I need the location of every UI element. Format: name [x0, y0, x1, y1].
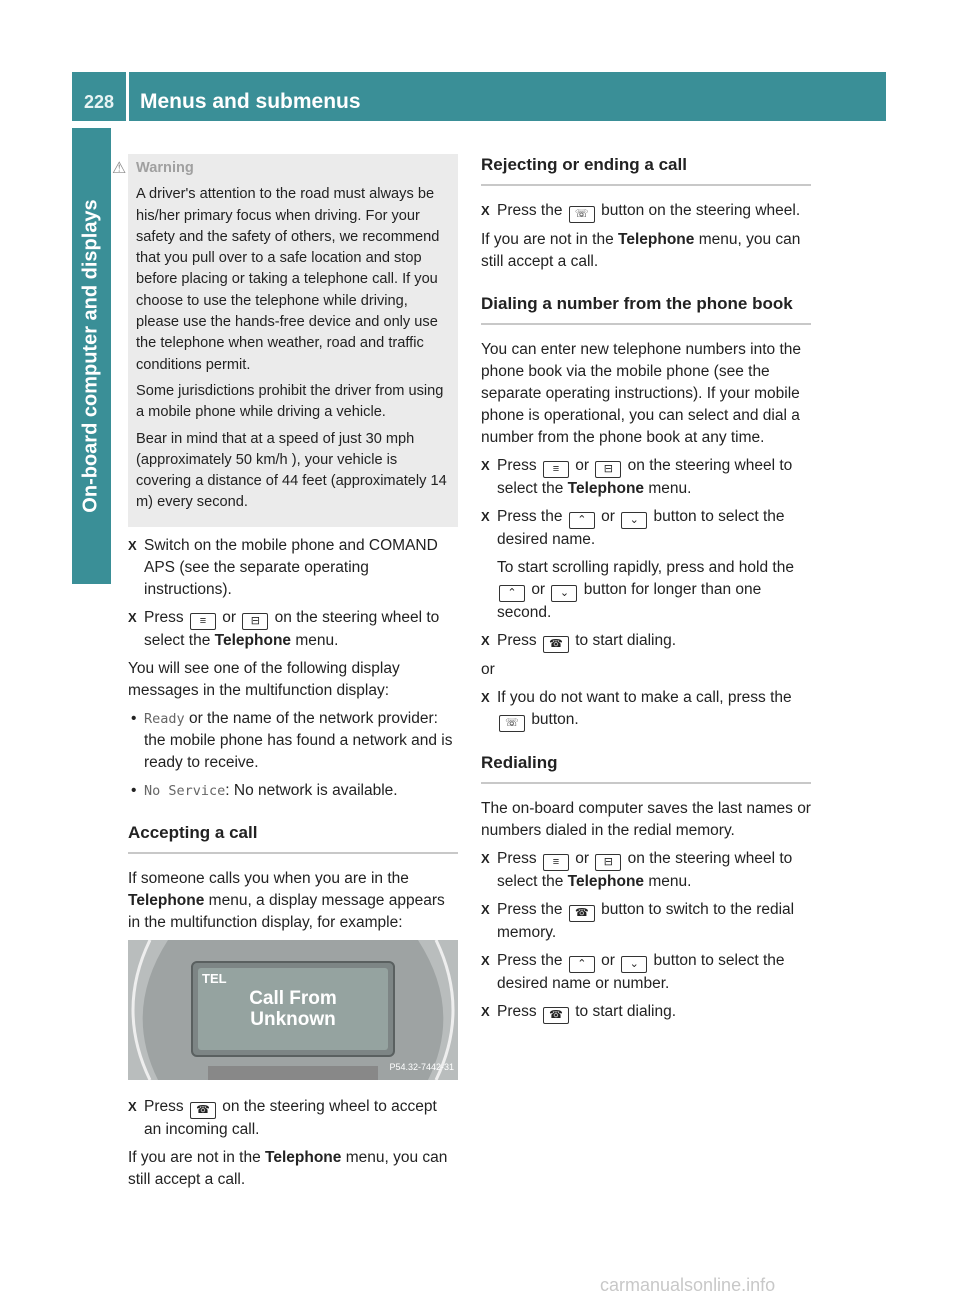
step: X Press ☎ to start dialing. — [481, 630, 811, 653]
warning-paragraph: Bear in mind that at a speed of just 30 mph (approximately 50 km/h ), your vehicle is covering a distance of 44 feet (approximately 14 m) every second. — [136, 430, 447, 511]
step: X Press ≡ or ⊟ on the steering wheel to select the Telephone menu. — [481, 850, 793, 890]
phone-end-icon: ☏ — [569, 206, 595, 223]
warning-box — [112, 154, 458, 527]
step: X Press the ☎ button to switch to the redial memory. — [481, 901, 795, 941]
section-heading: Accepting a call — [128, 822, 458, 854]
menu-forward-icon: ⊟ — [242, 613, 268, 630]
arrow-down-icon: ⌄ — [621, 956, 647, 973]
paragraph: If you are not in the Telephone menu, you can still accept a call. — [481, 231, 801, 270]
phone-accept-icon: ☎ — [543, 1007, 569, 1024]
step-marker-icon: X — [481, 203, 490, 218]
step-marker-icon: X — [481, 851, 490, 866]
menu-back-icon: ≡ — [543, 461, 569, 478]
step: X Press the ⌃ or ⌄ button to select the desired name. — [481, 508, 785, 548]
arrow-down-icon: ⌄ — [551, 585, 577, 602]
phone-accept-icon: ☎ — [190, 1102, 216, 1119]
page-number: 228 — [84, 92, 115, 112]
step-marker-icon: X — [481, 953, 490, 968]
step: X Press ≡ or ⊟ on the steering wheel to select the Telephone menu. — [128, 608, 440, 649]
header-divider — [126, 72, 129, 121]
menu-back-icon: ≡ — [190, 613, 216, 630]
step-marker-icon: X — [481, 458, 490, 473]
step: X Press ☎ on the steering wheel to accept an incoming call. — [128, 1097, 437, 1138]
page-title: Menus and submenus — [140, 90, 361, 113]
warning-icon: ⚠ — [112, 160, 127, 177]
step: X Press the ⌃ or ⌄ button to select the desired name or number. — [481, 952, 785, 992]
arrow-up-icon: ⌃ — [499, 585, 525, 602]
phone-end-icon: ☏ — [499, 715, 525, 732]
step-marker-icon: X — [128, 537, 137, 553]
display-line-2: Unknown — [250, 1008, 336, 1030]
chapter-tab — [72, 128, 111, 584]
warning-paragraph: Some jurisdictions prohibit the driver from using a mobile phone while driving a vehicle. — [136, 382, 444, 421]
bullet-item: • No Service: No network is available. — [131, 781, 398, 799]
display-line-1: Call From — [249, 987, 337, 1009]
section-heading: Dialing a number from the phone book — [481, 293, 811, 325]
chapter-label: On-board computer and displays — [79, 199, 102, 513]
warning-title: Warning — [136, 160, 194, 176]
paragraph: If you are not in the Telephone menu, you can still accept a call. — [128, 1148, 448, 1188]
step-marker-icon: X — [481, 509, 490, 524]
paragraph: You will see one of the following display messages in the multifunction display: — [128, 659, 400, 699]
paragraph: You can enter new telephone numbers into the phone book via the mobile phone (see the separate operating instructions). If your mobile phone is operational, you can select and dial a number from the phone book at any time. — [481, 341, 801, 446]
multifunction-display-figure — [128, 940, 458, 1080]
paragraph: or — [481, 661, 495, 678]
step: X If you do not want to make a call, press the ☏ button. — [481, 687, 811, 732]
step-marker-icon: X — [128, 1098, 137, 1114]
arrow-up-icon: ⌃ — [569, 956, 595, 973]
step: X Switch on the mobile phone and COMAND APS (see the separate operating instructions). — [128, 536, 438, 598]
step-marker-icon: X — [481, 690, 490, 705]
step-marker-icon: X — [481, 633, 490, 648]
paragraph: The on-board computer saves the last names or numbers dialed in the redial memory. — [481, 800, 811, 839]
step: X Press ≡ or ⊟ on the steering wheel to select the Telephone menu. — [481, 457, 793, 497]
warning-paragraph: A driver's attention to the road must always be his/her primary focus when driving. For your safety and the safety of others, we recommend that you pull over to a safe location and stop before placing or taking a telephone call. If you choose to use the telephone while driving, please use the hands-free device and only use the telephone when weather, road and traffic conditions permit. — [136, 186, 440, 373]
step-marker-icon: X — [481, 902, 490, 917]
right-column — [481, 134, 811, 1030]
step: X Press the ☏ button on the steering wheel. — [481, 200, 811, 223]
note: To start scrolling rapidly, press and hold the ⌃ or ⌄ button for longer than one second. — [497, 559, 794, 621]
step-marker-icon: X — [128, 609, 137, 625]
menu-forward-icon: ⊟ — [595, 461, 621, 478]
section-heading: Rejecting or ending a call — [481, 154, 811, 186]
page-header — [72, 72, 886, 121]
display-tel-label: TEL — [202, 970, 227, 986]
footer-watermark: carmanualsonline.info — [600, 1275, 776, 1295]
figure-code: P54.32-7442-31 — [389, 1061, 454, 1072]
step: X Press ☎ to start dialing. — [481, 1001, 811, 1024]
step-marker-icon: X — [481, 1004, 490, 1019]
phone-accept-icon: ☎ — [569, 905, 595, 922]
section-heading: Redialing — [481, 752, 811, 784]
menu-back-icon: ≡ — [543, 854, 569, 871]
arrow-up-icon: ⌃ — [569, 512, 595, 529]
menu-forward-icon: ⊟ — [595, 854, 621, 871]
arrow-down-icon: ⌄ — [621, 512, 647, 529]
phone-accept-icon: ☎ — [543, 636, 569, 653]
left-column — [112, 154, 458, 1197]
paragraph: If someone calls you when you are in the Telephone menu, a display message appears in the multifunction display, for example: — [128, 869, 445, 931]
bullet-item: • Ready or the name of the network provider: the mobile phone has found a network and is ready to receive. — [131, 709, 453, 771]
